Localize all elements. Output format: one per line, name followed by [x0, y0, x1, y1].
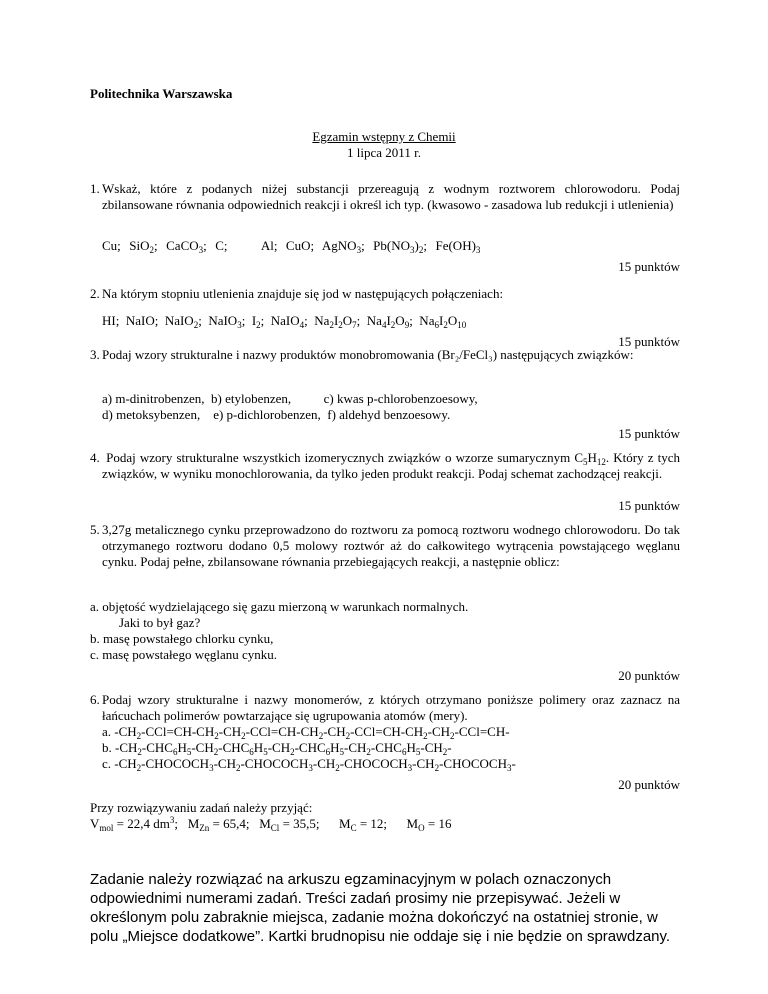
task-text: Wskaż, które z podanych niżej substancji przereagują z wodnym roztworem chlorowodoru. Podaj zbilansowane równania odpowiednich reakcji i określ ich typ. (kwasowo - zasadowa lub redukcji i utlenienia) [102, 181, 680, 212]
constants-label: Przy rozwiązywaniu zadań należy przyjąć: [90, 800, 313, 815]
polymer-a: a. $-CH_2-CCl=CH-CH_2-CH_2-CCl=CH-CH_2-CH_2-CCl=CH-CH_2-CH_2-CCl=CH-$ [102, 724, 510, 741]
task-3-list-row-2: d) metoksybenzen, e) p-dichlorobenzen, f) aldehyd benzoesowy. [102, 407, 451, 422]
exam-date: 1 lipca 2011 r. [347, 145, 421, 160]
task-2-points: 15 punktów [618, 334, 680, 349]
task-2-compounds: HI; NaIO; NaIO$_2$; NaIO$_3$; $I_2$; NaIO$_4$; $Na_2I_2O_7$; $Na_4I_2O_9$; $Na_6I_2O_{10}$ [102, 313, 467, 330]
task-5-item-a: a. objętość wydzielającego się gazu mierzoną w warunkach normalnych. [90, 599, 469, 614]
task-5-item-a-question: Jaki to był gaz? [119, 615, 201, 630]
task-6 [90, 692, 680, 724]
constants-values: $V_{mol} = 22,4$ $dm^3$; $M_{Zn} = 65,4$; $M_{Cl} = 35,5$; $M_C = 12$; $M_O = 16$ [90, 815, 452, 833]
university-name: Politechnika Warszawska [90, 86, 233, 101]
task-number: 4. [90, 450, 100, 465]
task-text: Podaj wzory strukturalne i nazwy monomerów, z których otrzymano poniższe polimery oraz zaznacz na łańcuchach polimerów powtarzające się ugrupowania atomów (mery). [102, 692, 680, 723]
task-6-points: 20 punktów [618, 777, 680, 792]
task-text: 3,27g metalicznego cynku przeprowadzono do roztworu za pomocą roztworu wodnego chlorowodoru. Do tak otrzymanego roztworu dodano 0,5 molowy roztwór aż do całkowitego wytrącenia powstającego węglanu cynku. Podaj pełne, zbilansowane równania przebiegających reakcji, a następnie oblicz: [102, 522, 680, 569]
task-number: 6. [90, 692, 100, 707]
task-number: 1. [90, 181, 100, 196]
polymer-b: b. $-CH_2-CHC_6H_5-CH_2-CHC_6H_5-CH_2-CHC_6H_5-CH_2-CHC_6H_5-CH_2-$ [102, 740, 452, 757]
task-text: Podaj wzory strukturalne wszystkich izomerycznych związków o wzorze sumarycznym $C_5H_{12}$. Który z tych związków, w wyniku monochlorowania, da tylko jeden produkt reakcji. Podaj schemat zachodzącej reakcji. [102, 450, 681, 481]
task-text-start: Podaj wzory strukturalne wszystkich izomerycznych związków o wzorze sumarycznym C [106, 450, 583, 465]
task-5-item-b: b. masę powstałego chlorku cynku, [90, 631, 274, 646]
exam-title: Egzamin wstępny z Chemii [312, 129, 456, 144]
task-3 [90, 347, 680, 363]
instructions-note: Zadanie należy rozwiązać na arkuszu egzaminacyjnym w polach oznaczonych odpowiednimi numerami zadań. Treści zadań prosimy nie przepisywać. Jeżeli w określonym polu zabraknie miejsca, zadanie można dokończyć na ostatniej stronie, w polu „Miejsce dodatkowe”. Kartki brudnopisu nie oddaje się i nie będzie on sprawdzany. [90, 871, 671, 945]
task-number: 3. [90, 347, 100, 362]
task-text: Podaj wzory strukturalne i nazwy produktów monobromowania (Br₂/FeCl₃) następujących związków: [102, 347, 634, 362]
task-5 [90, 522, 680, 570]
task-4-points: 15 punktów [618, 498, 680, 513]
task-number: 5. [90, 522, 100, 537]
task-1-substances: Cu; SiO$_2$; CaCO$_3$; C; Al; CuO; AgNO$_3$; $Pb(NO_3)_2$; $Fe(OH)_3$ [102, 238, 481, 255]
task-text: Na którym stopniu utlenienia znajduje się jod w następujących połączeniach: [102, 286, 504, 301]
task-2 [90, 286, 680, 302]
task-5-points: 20 punktów [618, 668, 680, 683]
task-5-item-c: c. masę powstałego węglanu cynku. [90, 647, 278, 662]
task-number: 2. [90, 286, 100, 301]
task-3-list-row-1: a) m-dinitrobenzen, b) etylobenzen, c) kwas p-chlorobenzoesowy, [102, 391, 478, 406]
task-text-end: . Który z tych związków, w wyniku monochlorowania, da tylko jeden produkt reakcji. Podaj schemat zachodzącej reakcji. [102, 450, 681, 481]
task-1-points: 15 punktów [618, 259, 680, 274]
polymer-c: c. $-CH_2-CHOCOCH_3-CH_2-CHOCOCH_3-CH_2-CHOCOCH_3-CH_2-CHOCOCH_3-$ [102, 756, 516, 773]
task-4 [90, 450, 680, 482]
task-3-points: 15 punktów [618, 426, 680, 441]
task-1 [90, 181, 680, 213]
